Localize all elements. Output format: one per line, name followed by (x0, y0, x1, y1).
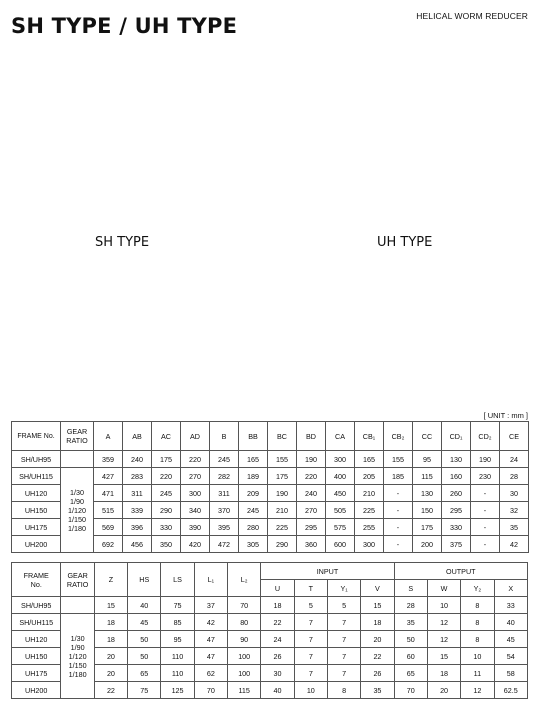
column-header: AB (123, 422, 152, 451)
data-cell: 280 (239, 519, 268, 536)
frame-cell: SH/UH115 (12, 614, 61, 631)
data-cell: 28 (394, 597, 427, 614)
data-cell: 45 (128, 614, 161, 631)
data-cell: 22 (361, 648, 394, 665)
data-cell: 65 (394, 665, 427, 682)
data-cell: - (384, 519, 413, 536)
data-cell: 600 (326, 536, 355, 553)
data-cell: 515 (94, 502, 123, 519)
product-category: HELICAL WORM REDUCER (416, 11, 528, 21)
frame-cell: UH150 (12, 648, 61, 665)
page-title: SH TYPE / UH TYPE (11, 14, 238, 38)
data-cell: 58 (494, 665, 527, 682)
data-cell: 7 (327, 631, 360, 648)
input-column-header: V (361, 580, 394, 597)
data-cell: 396 (123, 519, 152, 536)
data-cell: 85 (161, 614, 194, 631)
data-cell: 62.5 (494, 682, 527, 699)
frame-cell: SH/UH95 (12, 597, 61, 614)
frame-cell: UH175 (12, 665, 61, 682)
data-cell: 18 (427, 665, 460, 682)
frame-no-header-line1: FRAME (23, 570, 49, 580)
data-cell: 255 (355, 519, 384, 536)
data-cell: 330 (152, 519, 181, 536)
data-cell: 245 (152, 485, 181, 502)
frame-no-header: FRAME No. (12, 422, 61, 451)
data-cell: 427 (94, 468, 123, 485)
column-header: L₁ (194, 563, 227, 597)
frame-cell: UH150 (12, 502, 61, 519)
gear-ratio-header-line2: RATIO (66, 436, 88, 445)
data-cell: 12 (427, 614, 460, 631)
data-cell: 210 (268, 502, 297, 519)
gear-ratio-header-line1: GEAR (67, 570, 88, 580)
table1-header-row (12, 422, 529, 451)
data-cell: 270 (181, 468, 210, 485)
column-header: BC (268, 422, 297, 451)
frame-cell: UH175 (12, 519, 61, 536)
data-cell: 472 (210, 536, 239, 553)
data-cell: 130 (442, 451, 471, 468)
data-cell: 20 (361, 631, 394, 648)
gear-ratio-value: 1/120 (68, 651, 87, 661)
data-cell: 390 (181, 519, 210, 536)
gear-ratio-value: 1/150 (68, 514, 86, 524)
data-cell: 100 (228, 665, 261, 682)
data-cell: 240 (123, 451, 152, 468)
data-cell: 283 (123, 468, 152, 485)
data-cell: 50 (394, 631, 427, 648)
data-cell: 70 (194, 682, 227, 699)
column-header: Z (94, 563, 127, 597)
data-cell: 35 (361, 682, 394, 699)
data-cell: 8 (461, 597, 494, 614)
gear-ratio-cell (61, 468, 94, 553)
table-row (12, 614, 528, 631)
data-cell: 47 (194, 631, 227, 648)
data-cell: 42 (194, 614, 227, 631)
data-cell: 311 (210, 485, 239, 502)
column-header: B (210, 422, 239, 451)
data-cell: 10 (427, 597, 460, 614)
data-cell: 65 (128, 665, 161, 682)
data-cell: 45 (494, 631, 527, 648)
data-cell: 282 (210, 468, 239, 485)
data-cell: 42 (500, 536, 529, 553)
data-cell: 15 (427, 648, 460, 665)
table-row (12, 451, 529, 468)
data-cell: 18 (94, 614, 127, 631)
data-cell: 5 (327, 597, 360, 614)
data-cell: 569 (94, 519, 123, 536)
dimension-table-2 (11, 562, 528, 699)
data-cell: 10 (294, 682, 327, 699)
frame-cell: SH/UH115 (12, 468, 61, 485)
input-column-header: T (294, 580, 327, 597)
column-header: BD (297, 422, 326, 451)
gear-ratio-cell-empty (61, 597, 94, 614)
data-cell: 7 (327, 665, 360, 682)
data-cell: 692 (94, 536, 123, 553)
input-column-header: Y₁ (327, 580, 360, 597)
data-cell: 125 (161, 682, 194, 699)
column-header: CD₁ (442, 422, 471, 451)
data-cell: 350 (152, 536, 181, 553)
data-cell: 75 (128, 682, 161, 699)
data-cell: 20 (94, 665, 127, 682)
data-cell: 160 (442, 468, 471, 485)
gear-ratio-value: 1/120 (68, 505, 86, 515)
data-cell: 15 (361, 597, 394, 614)
data-cell: - (471, 536, 500, 553)
data-cell: 189 (239, 468, 268, 485)
data-cell: 205 (355, 468, 384, 485)
frame-no-header (12, 563, 61, 597)
column-header: CA (326, 422, 355, 451)
data-cell: - (471, 502, 500, 519)
data-cell: 175 (413, 519, 442, 536)
data-cell: 22 (261, 614, 294, 631)
data-cell: 95 (413, 451, 442, 468)
dimension-table-1 (11, 421, 529, 553)
data-cell: 130 (413, 485, 442, 502)
data-cell: 110 (161, 648, 194, 665)
output-column-header: Y₂ (461, 580, 494, 597)
data-cell: 47 (194, 648, 227, 665)
data-cell: 70 (394, 682, 427, 699)
data-cell: 35 (394, 614, 427, 631)
gear-ratio-cell-empty (61, 451, 94, 468)
data-cell: 245 (239, 502, 268, 519)
data-cell: 8 (461, 614, 494, 631)
data-cell: - (471, 519, 500, 536)
data-cell: 339 (123, 502, 152, 519)
gear-ratio-value: 1/30 (70, 487, 84, 497)
data-cell: 18 (261, 597, 294, 614)
data-cell: 311 (123, 485, 152, 502)
data-cell: 155 (384, 451, 413, 468)
data-cell: 10 (461, 648, 494, 665)
column-header: A (94, 422, 123, 451)
data-cell: 5 (294, 597, 327, 614)
data-cell: 330 (442, 519, 471, 536)
table-row (12, 468, 529, 485)
gear-ratio-value: 1/180 (68, 523, 86, 533)
data-cell: 70 (228, 597, 261, 614)
column-header: CB₂ (384, 422, 413, 451)
gear-ratio-header-line2: RATIO (66, 579, 89, 589)
output-group-header: OUTPUT (394, 563, 527, 580)
data-cell: 150 (413, 502, 442, 519)
column-header: BB (239, 422, 268, 451)
data-cell: 300 (181, 485, 210, 502)
data-cell: 400 (326, 468, 355, 485)
data-cell: 260 (442, 485, 471, 502)
data-cell: 24 (261, 631, 294, 648)
data-cell: 11 (461, 665, 494, 682)
data-cell: 375 (442, 536, 471, 553)
column-header: CE (500, 422, 529, 451)
data-cell: - (384, 502, 413, 519)
data-cell: 8 (327, 682, 360, 699)
data-cell: 37 (194, 597, 227, 614)
uh-type-figure-label: UH TYPE (377, 235, 433, 250)
data-cell: 165 (355, 451, 384, 468)
data-cell: 75 (161, 597, 194, 614)
data-cell: 30 (500, 485, 529, 502)
data-cell: 7 (327, 614, 360, 631)
data-cell: 420 (181, 536, 210, 553)
data-cell: 175 (152, 451, 181, 468)
data-cell: 90 (228, 631, 261, 648)
data-cell: 12 (427, 631, 460, 648)
data-cell: 40 (494, 614, 527, 631)
data-cell: 270 (297, 502, 326, 519)
frame-cell: UH120 (12, 485, 61, 502)
data-cell: 370 (210, 502, 239, 519)
data-cell: 7 (294, 648, 327, 665)
data-cell: 295 (442, 502, 471, 519)
data-cell: 110 (161, 665, 194, 682)
data-cell: 456 (123, 536, 152, 553)
data-cell: 22 (94, 682, 127, 699)
data-cell: 35 (500, 519, 529, 536)
data-cell: 12 (461, 682, 494, 699)
column-header: CC (413, 422, 442, 451)
gear-ratio-value: 1/150 (68, 660, 87, 670)
data-cell: 33 (494, 597, 527, 614)
column-header: AD (181, 422, 210, 451)
data-cell: 185 (384, 468, 413, 485)
data-cell: 40 (261, 682, 294, 699)
column-header: CB₁ (355, 422, 384, 451)
data-cell: 8 (461, 631, 494, 648)
data-cell: 505 (326, 502, 355, 519)
data-cell: 115 (228, 682, 261, 699)
output-column-header: X (494, 580, 527, 597)
data-cell: 209 (239, 485, 268, 502)
frame-no-header-line2: No. (30, 579, 42, 589)
frame-cell: UH200 (12, 536, 61, 553)
gear-ratio-value: 1/180 (68, 669, 87, 679)
output-column-header: W (427, 580, 460, 597)
data-cell: 359 (94, 451, 123, 468)
data-cell: 7 (327, 648, 360, 665)
data-cell: 220 (181, 451, 210, 468)
column-header: AC (152, 422, 181, 451)
data-cell: 190 (471, 451, 500, 468)
output-column-header: S (394, 580, 427, 597)
input-group-header: INPUT (261, 563, 394, 580)
data-cell: 245 (210, 451, 239, 468)
input-column-header: U (261, 580, 294, 597)
data-cell: 100 (228, 648, 261, 665)
data-cell: 80 (228, 614, 261, 631)
frame-cell: UH200 (12, 682, 61, 699)
column-header: HS (128, 563, 161, 597)
data-cell: 50 (128, 648, 161, 665)
frame-cell: UH120 (12, 631, 61, 648)
data-cell: 300 (326, 451, 355, 468)
table-row (12, 597, 528, 614)
data-cell: 240 (297, 485, 326, 502)
gear-ratio-value: 1/90 (70, 496, 84, 506)
data-cell: 7 (294, 614, 327, 631)
data-cell: 18 (94, 631, 127, 648)
data-cell: 200 (413, 536, 442, 553)
data-cell: 7 (294, 631, 327, 648)
frame-cell: SH/UH95 (12, 451, 61, 468)
data-cell: 54 (494, 648, 527, 665)
table2-header-row-1 (12, 563, 528, 580)
data-cell: 225 (355, 502, 384, 519)
data-cell: 230 (471, 468, 500, 485)
data-cell: 295 (297, 519, 326, 536)
gear-ratio-header (61, 422, 94, 451)
data-cell: 190 (268, 485, 297, 502)
data-cell: 62 (194, 665, 227, 682)
data-cell: 175 (268, 468, 297, 485)
data-cell: 225 (268, 519, 297, 536)
data-cell: 450 (326, 485, 355, 502)
data-cell: 95 (161, 631, 194, 648)
sh-type-figure-label: SH TYPE (95, 235, 150, 250)
data-cell: 115 (413, 468, 442, 485)
unit-note: [ UNIT : mm ] (483, 411, 528, 420)
data-cell: 40 (128, 597, 161, 614)
data-cell: 165 (239, 451, 268, 468)
data-cell: 30 (261, 665, 294, 682)
column-header: CD₂ (471, 422, 500, 451)
data-cell: 155 (268, 451, 297, 468)
data-cell: 220 (152, 468, 181, 485)
data-cell: 290 (268, 536, 297, 553)
data-cell: 18 (361, 614, 394, 631)
gear-ratio-header (61, 563, 94, 597)
gear-ratio-value: 1/90 (70, 642, 85, 652)
data-cell: - (471, 485, 500, 502)
data-cell: 360 (297, 536, 326, 553)
gear-ratio-header-line1: GEAR (66, 427, 88, 436)
data-cell: 340 (181, 502, 210, 519)
data-cell: 15 (94, 597, 127, 614)
data-cell: 210 (355, 485, 384, 502)
data-cell: 471 (94, 485, 123, 502)
data-cell: 7 (294, 665, 327, 682)
column-header: LS (161, 563, 194, 597)
data-cell: - (384, 536, 413, 553)
data-cell: 26 (361, 665, 394, 682)
data-cell: - (384, 485, 413, 502)
data-cell: 20 (427, 682, 460, 699)
data-cell: 26 (261, 648, 294, 665)
data-cell: 60 (394, 648, 427, 665)
data-cell: 305 (239, 536, 268, 553)
data-cell: 190 (297, 451, 326, 468)
data-cell: 50 (128, 631, 161, 648)
data-cell: 300 (355, 536, 384, 553)
gear-ratio-cell (61, 614, 94, 699)
data-cell: 32 (500, 502, 529, 519)
data-cell: 20 (94, 648, 127, 665)
column-header: L₂ (228, 563, 261, 597)
data-cell: 575 (326, 519, 355, 536)
gear-ratio-value: 1/30 (70, 633, 85, 643)
data-cell: 28 (500, 468, 529, 485)
data-cell: 220 (297, 468, 326, 485)
data-cell: 395 (210, 519, 239, 536)
data-cell: 24 (500, 451, 529, 468)
data-cell: 290 (152, 502, 181, 519)
